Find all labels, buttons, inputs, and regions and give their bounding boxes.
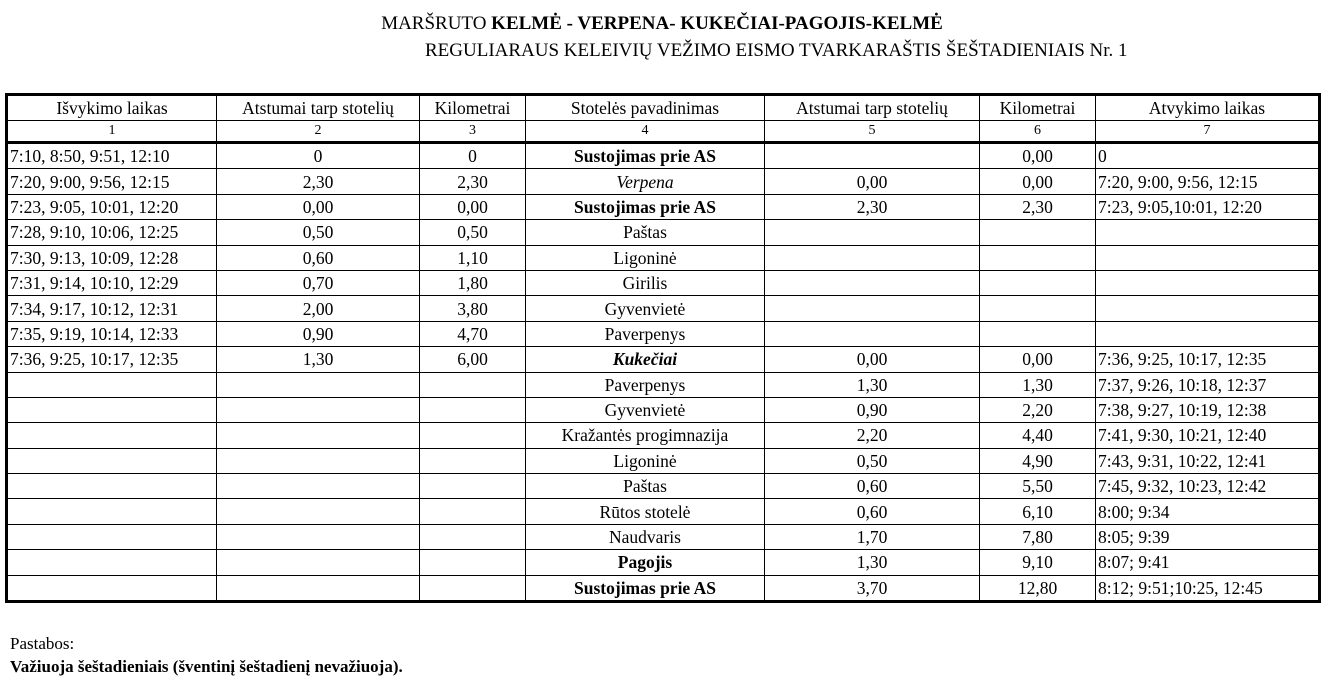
distance-back-cell: 1,70 [765,524,980,549]
table-row [7,347,1320,372]
distance-back-cell [765,321,980,346]
km-out-cell [420,372,526,397]
km-out-cell [420,474,526,499]
arrival-time-cell [1096,270,1320,295]
distance-back-cell [765,220,980,245]
stop-name-cell: Kukečiai [526,347,765,372]
distance-out-cell [217,423,420,448]
col-number: 2 [217,121,420,143]
table-row [7,169,1320,194]
distance-back-cell: 3,70 [765,575,980,601]
arrival-time-cell: 8:05; 9:39 [1096,524,1320,549]
distance-back-cell [765,245,980,270]
stop-name-cell: Paštas [526,220,765,245]
schedule-subtitle: REGULIARAUS KELEIVIŲ VEŽIMO EISMO TVARKARAŠTIS ŠEŠTADIENIAIS Nr. 1 [425,40,1128,61]
distance-back-cell: 2,30 [765,194,980,219]
table-row [7,372,1320,397]
distance-out-cell: 2,00 [217,296,420,321]
distance-back-cell: 0,90 [765,397,980,422]
arrival-time-cell [1096,220,1320,245]
stop-name-cell: Paštas [526,474,765,499]
timetable-body [7,143,1320,602]
arrival-time-cell [1096,296,1320,321]
km-back-cell: 4,90 [980,448,1096,473]
route-name: KELMĖ - VERPENA- KUKEČIAI-PAGOJIS-KELMĖ [491,13,943,34]
km-out-cell [420,575,526,601]
notes-label: Pastabos: [10,634,75,653]
departure-time-cell [7,448,217,473]
km-out-cell: 1,80 [420,270,526,295]
table-row [7,194,1320,219]
table-row [7,423,1320,448]
arrival-time-cell: 8:12; 9:51;10:25, 12:45 [1096,575,1320,601]
km-out-cell [420,423,526,448]
distance-out-cell [217,448,420,473]
distance-back-cell [765,296,980,321]
col-number: 4 [526,121,765,143]
km-back-cell: 5,50 [980,474,1096,499]
departure-time-cell [7,423,217,448]
table-row [7,143,1320,169]
stop-name-cell: Paverpenys [526,321,765,346]
km-back-cell: 0,00 [980,347,1096,372]
table-row [7,397,1320,422]
distance-out-cell [217,474,420,499]
stop-name-cell: Pagojis [526,550,765,575]
distance-out-cell: 1,30 [217,347,420,372]
stop-name-cell: Sustojimas prie AS [526,143,765,169]
km-out-cell: 0 [420,143,526,169]
distance-back-cell: 1,30 [765,372,980,397]
departure-time-cell: 7:10, 8:50, 9:51, 12:10 [7,143,217,169]
distance-out-cell: 0,50 [217,220,420,245]
timetable [5,93,1321,603]
arrival-time-cell: 8:07; 9:41 [1096,550,1320,575]
arrival-time-cell: 7:41, 9:30, 10:21, 12:40 [1096,423,1320,448]
distance-out-cell [217,524,420,549]
arrival-time-cell: 8:00; 9:34 [1096,499,1320,524]
column-number-row [7,121,1320,143]
col-header-stop-name: Stotelės pavadinimas [526,95,765,121]
col-header-arrival: Atvykimo laikas [1096,95,1320,121]
col-header-departure: Išvykimo laikas [7,95,217,121]
schedule-title [0,13,1324,35]
departure-time-cell [7,474,217,499]
stop-name-cell: Verpena [526,169,765,194]
km-out-cell: 0,00 [420,194,526,219]
distance-out-cell [217,499,420,524]
distance-back-cell: 0,60 [765,474,980,499]
km-out-cell: 2,30 [420,169,526,194]
arrival-time-cell: 7:43, 9:31, 10:22, 12:41 [1096,448,1320,473]
col-number: 1 [7,121,217,143]
distance-back-cell: 0,00 [765,347,980,372]
departure-time-cell: 7:20, 9:00, 9:56, 12:15 [7,169,217,194]
departure-time-cell [7,550,217,575]
stop-name-cell: Naudvaris [526,524,765,549]
km-back-cell: 4,40 [980,423,1096,448]
distance-back-cell: 0,00 [765,169,980,194]
table-row [7,296,1320,321]
distance-out-cell: 2,30 [217,169,420,194]
distance-out-cell [217,575,420,601]
col-header-distance-out: Atstumai tarp stotelių [217,95,420,121]
km-out-cell [420,524,526,549]
table-row [7,474,1320,499]
arrival-time-cell: 0 [1096,143,1320,169]
table-row [7,220,1320,245]
stop-name-cell: Sustojimas prie AS [526,194,765,219]
notes-text: Važiuoja šeštadieniais (šventinį šeštadienį nevažiuoja). [10,657,403,676]
km-back-cell: 9,10 [980,550,1096,575]
arrival-time-cell: 7:36, 9:25, 10:17, 12:35 [1096,347,1320,372]
km-out-cell [420,550,526,575]
km-back-cell: 0,00 [980,169,1096,194]
km-out-cell: 0,50 [420,220,526,245]
stop-name-cell: Ligoninė [526,448,765,473]
stop-name-cell: Kražantės progimnazija [526,423,765,448]
distance-back-cell: 0,60 [765,499,980,524]
km-out-cell: 6,00 [420,347,526,372]
arrival-time-cell: 7:20, 9:00, 9:56, 12:15 [1096,169,1320,194]
distance-back-cell: 0,50 [765,448,980,473]
table-row [7,270,1320,295]
stop-name-cell: Rūtos stotelė [526,499,765,524]
departure-time-cell: 7:34, 9:17, 10:12, 12:31 [7,296,217,321]
table-row [7,321,1320,346]
arrival-time-cell: 7:23, 9:05,10:01, 12:20 [1096,194,1320,219]
km-out-cell [420,448,526,473]
table-row [7,245,1320,270]
title-prefix: MARŠRUTO [381,13,492,34]
stop-name-cell: Gyvenvietė [526,397,765,422]
table-row [7,448,1320,473]
km-back-cell: 0,00 [980,143,1096,169]
departure-time-cell [7,397,217,422]
stop-name-cell: Girilis [526,270,765,295]
distance-back-cell: 2,20 [765,423,980,448]
km-out-cell: 3,80 [420,296,526,321]
stop-name-cell: Gyvenvietė [526,296,765,321]
km-out-cell [420,499,526,524]
col-header-km-out: Kilometrai [420,95,526,121]
km-back-cell: 2,30 [980,194,1096,219]
km-back-cell [980,270,1096,295]
col-number: 6 [980,121,1096,143]
stop-name-cell: Ligoninė [526,245,765,270]
stop-name-cell: Paverpenys [526,372,765,397]
header-row [7,95,1320,121]
distance-back-cell [765,270,980,295]
departure-time-cell: 7:30, 9:13, 10:09, 12:28 [7,245,217,270]
km-out-cell: 4,70 [420,321,526,346]
departure-time-cell: 7:28, 9:10, 10:06, 12:25 [7,220,217,245]
col-header-distance-back: Atstumai tarp stotelių [765,95,980,121]
departure-time-cell [7,575,217,601]
arrival-time-cell [1096,245,1320,270]
km-back-cell [980,321,1096,346]
km-back-cell: 12,80 [980,575,1096,601]
departure-time-cell [7,372,217,397]
distance-out-cell: 0,60 [217,245,420,270]
departure-time-cell: 7:31, 9:14, 10:10, 12:29 [7,270,217,295]
departure-time-cell: 7:23, 9:05, 10:01, 12:20 [7,194,217,219]
col-number: 7 [1096,121,1320,143]
stop-name-cell: Sustojimas prie AS [526,575,765,601]
departure-time-cell: 7:35, 9:19, 10:14, 12:33 [7,321,217,346]
km-back-cell: 2,20 [980,397,1096,422]
km-back-cell [980,245,1096,270]
km-back-cell [980,220,1096,245]
arrival-time-cell: 7:45, 9:32, 10:23, 12:42 [1096,474,1320,499]
col-number: 3 [420,121,526,143]
arrival-time-cell: 7:37, 9:26, 10:18, 12:37 [1096,372,1320,397]
distance-out-cell: 0,90 [217,321,420,346]
departure-time-cell: 7:36, 9:25, 10:17, 12:35 [7,347,217,372]
distance-out-cell [217,550,420,575]
distance-out-cell: 0,70 [217,270,420,295]
km-back-cell: 6,10 [980,499,1096,524]
table-row [7,550,1320,575]
table-row [7,575,1320,601]
arrival-time-cell: 7:38, 9:27, 10:19, 12:38 [1096,397,1320,422]
distance-out-cell [217,372,420,397]
km-out-cell: 1,10 [420,245,526,270]
distance-out-cell: 0 [217,143,420,169]
km-out-cell [420,397,526,422]
col-header-km-back: Kilometrai [980,95,1096,121]
departure-time-cell [7,499,217,524]
km-back-cell: 7,80 [980,524,1096,549]
distance-out-cell [217,397,420,422]
arrival-time-cell [1096,321,1320,346]
departure-time-cell [7,524,217,549]
table-row [7,499,1320,524]
distance-back-cell: 1,30 [765,550,980,575]
km-back-cell: 1,30 [980,372,1096,397]
distance-out-cell: 0,00 [217,194,420,219]
col-number: 5 [765,121,980,143]
table-row [7,524,1320,549]
km-back-cell [980,296,1096,321]
distance-back-cell [765,143,980,169]
